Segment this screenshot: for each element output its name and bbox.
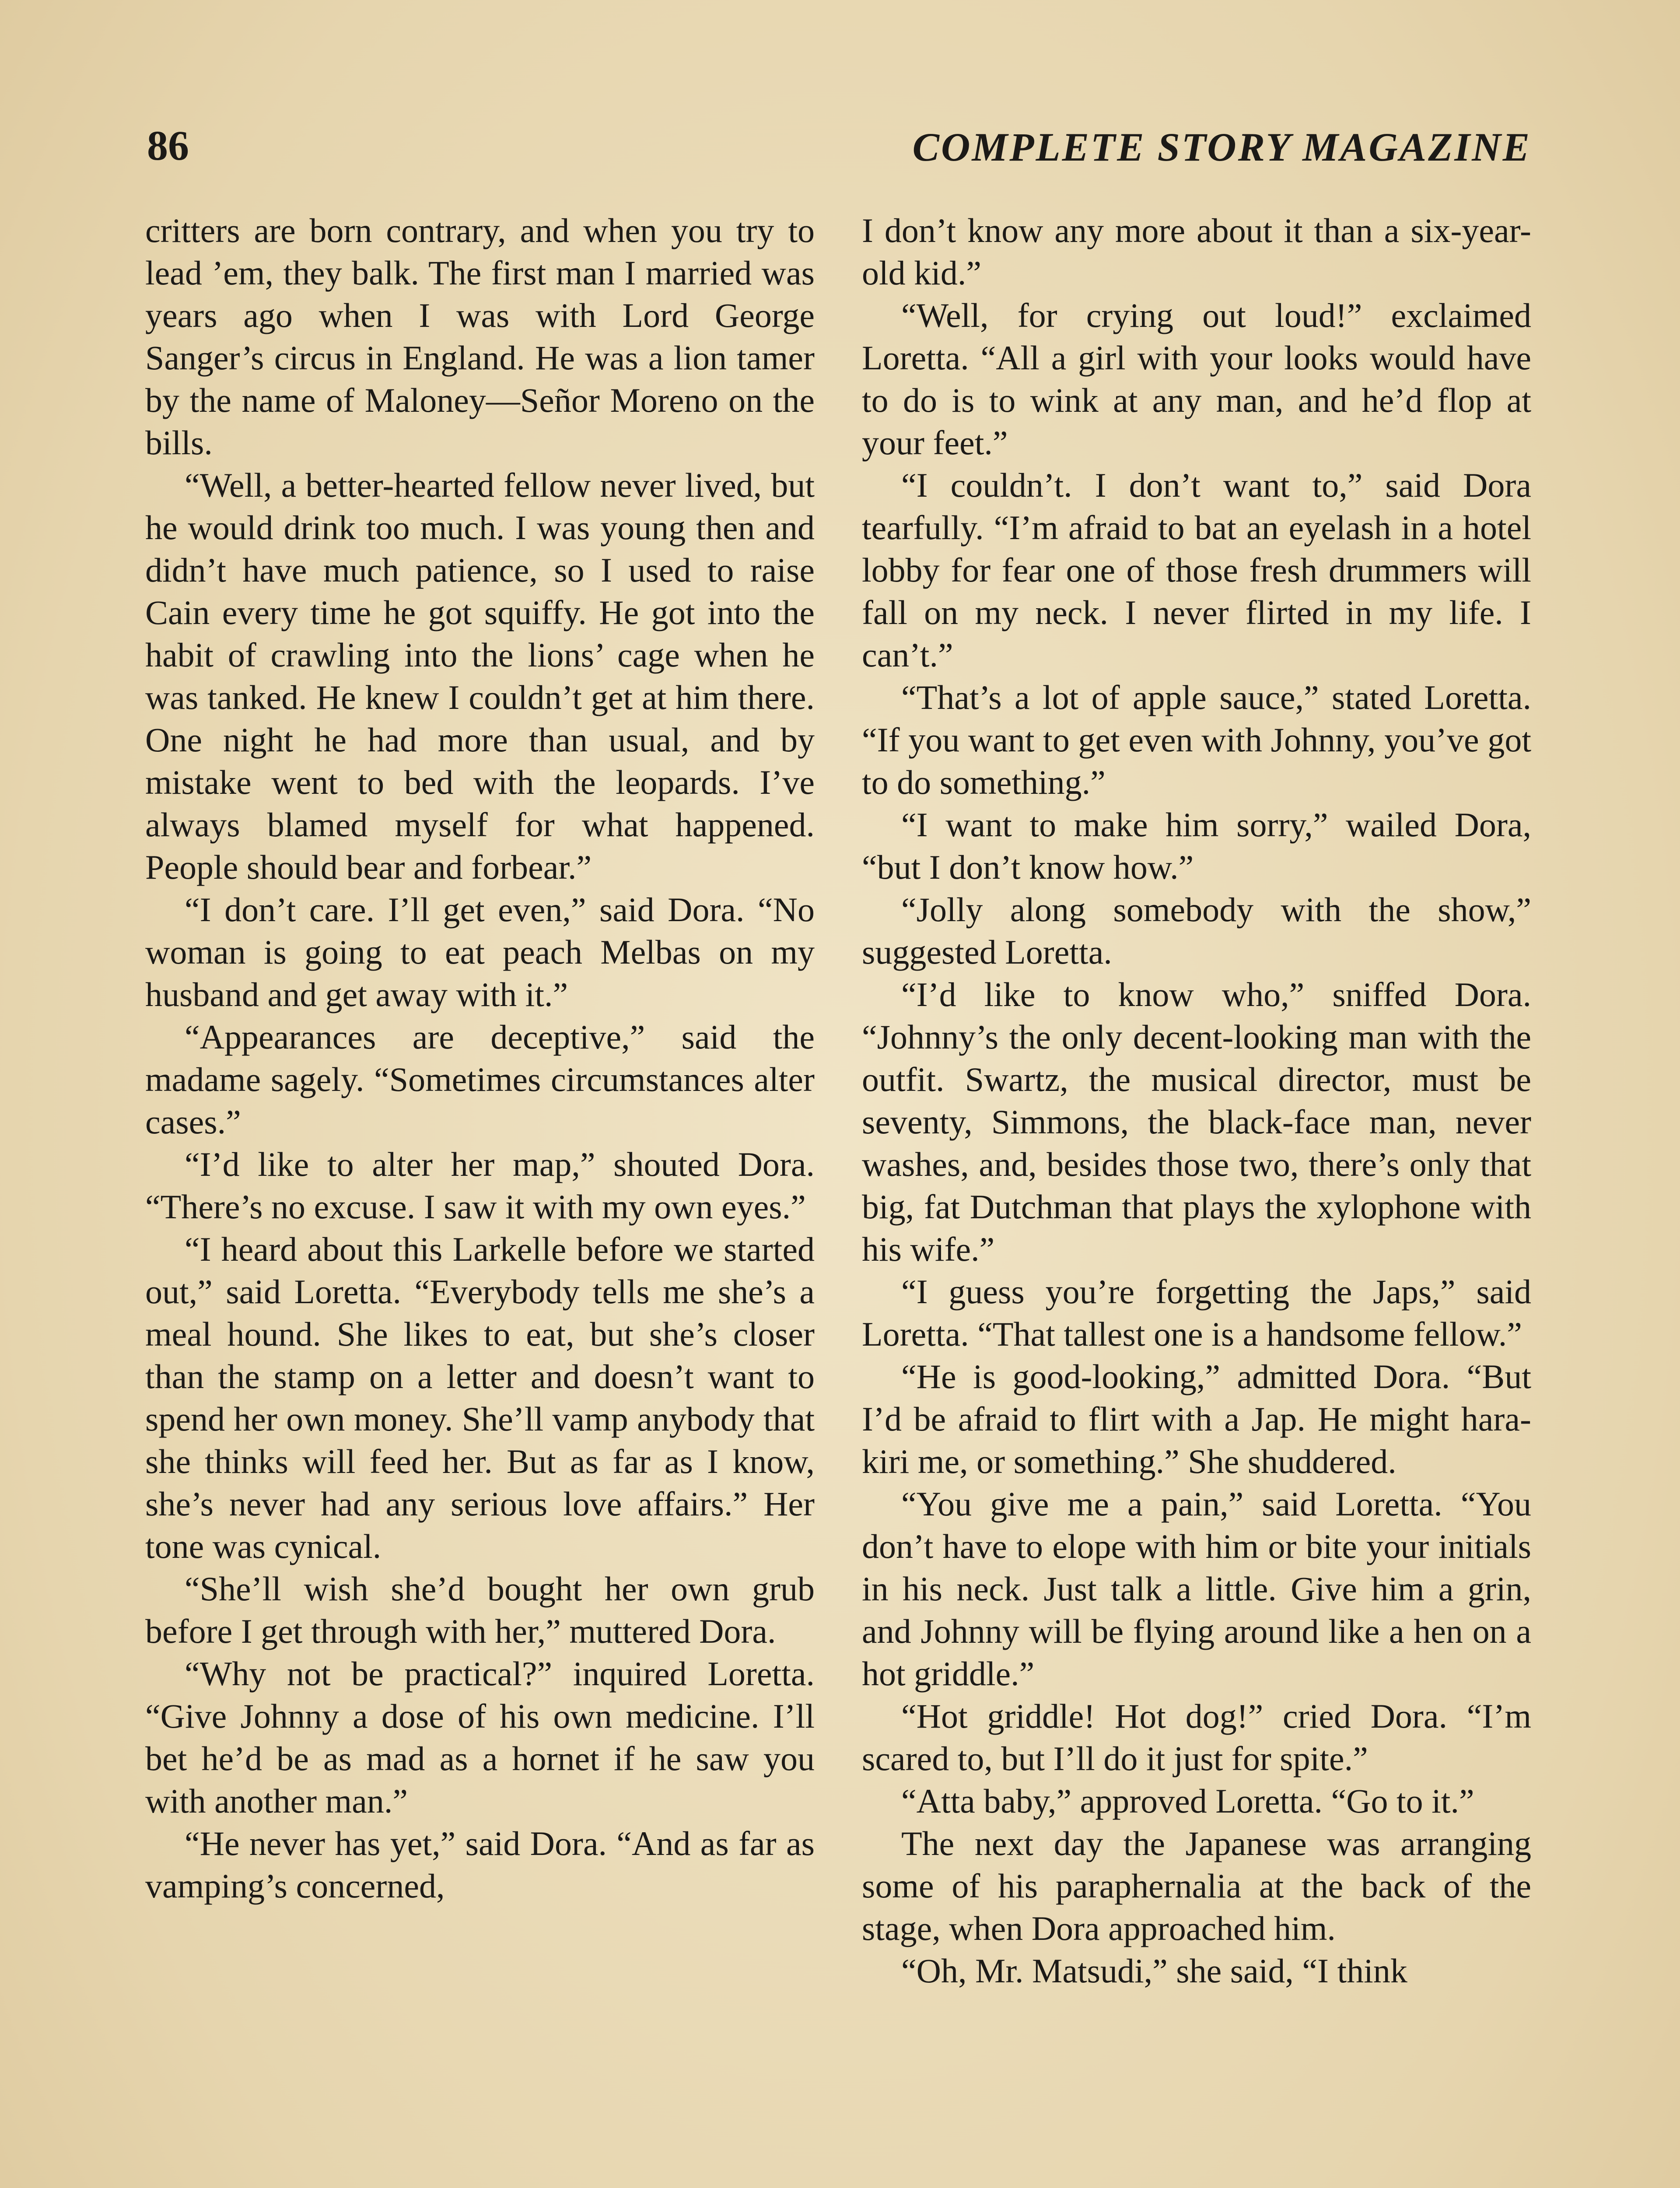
paragraph: “Appearances are deceptive,” said the madame sagely. “Sometimes circumstances alter cases.” <box>145 1018 815 1141</box>
paragraph: “You give me a pain,” said Loretta. “You don’t have to elope with him or bite your initials in his neck. Just talk a little. Give him a grin, and Johnny will be flying around like a hen on a hot griddle.” <box>862 1485 1531 1693</box>
paragraph: “Atta baby,” approved Loretta. “Go to it.” <box>901 1782 1474 1820</box>
paragraph: “I don’t care. I’ll get even,” said Dora. “No woman is going to eat peach Melbas on my husband and get away with it.” <box>145 891 815 1013</box>
paragraph: “I couldn’t. I don’t want to,” said Dora tearfully. “I’m afraid to bat an eyelash in a hotel lobby for fear one of those fresh drummers will fall on my neck. I never flirted in my life. I can’t.” <box>862 466 1531 674</box>
paragraph: “Oh, Mr. Matsudi,” she said, “I think <box>901 1952 1407 1990</box>
page-number: 86 <box>147 122 189 169</box>
paragraph: “I want to make him sorry,” wailed Dora, “but I don’t know how.” <box>862 806 1531 886</box>
paragraph: “He is good-looking,” admitted Dora. “But I’d be afraid to flirt with a Jap. He might hara-kiri me, or something.” She shuddered. <box>862 1357 1531 1480</box>
paragraph: “I guess you’re forgetting the Japs,” said Loretta. “That tallest one is a handsome fellow.” <box>862 1273 1531 1353</box>
paragraph: I don’t know any more about it than a six-year-old kid.” <box>862 211 1531 292</box>
paragraph: “I’d like to alter her map,” shouted Dora. “There’s no excuse. I saw it with my own eyes.” <box>145 1145 815 1226</box>
paragraph: “She’ll wish she’d bought her own grub before I get through with her,” muttered Dora. <box>145 1570 815 1650</box>
paragraph: “I heard about this Larkelle before we started out,” said Loretta. “Everybody tells me she’s a meal hound. She likes to eat, but she’s closer than the stamp on a letter and doesn’t want to spend her own money. She’ll vamp anybody that she thinks will feed her. But as far as I know, she’s never had any serious love affairs.” Her tone was cynical. <box>145 1230 815 1565</box>
paragraph: “That’s a lot of apple sauce,” stated Loretta. “If you want to get even with Johnny, you’ve got to do something.” <box>862 678 1531 801</box>
paragraph: “I’d like to know who,” sniffed Dora. “Johnny’s the only decent-looking man with the outfit. Swartz, the musical director, must be seventy, Simmons, the black-face man, never washes, and, besides those two, there’s only that big, fat Dutchman that plays the xylophone with his wife.” <box>862 975 1531 1268</box>
paragraph: The next day the Japanese was arranging some of his paraphernalia at the back of the stage, when Dora approached him. <box>862 1824 1531 1947</box>
running-head: COMPLETE STORY MAGAZINE <box>912 125 1531 169</box>
paragraph: “Well, a better-hearted fellow never lived, but he would drink too much. I was young then and didn’t have much patience, so I used to raise Cain every time he got squiffy. He got into the habit of crawling into the lions’ cage when he was tanked. He knew I couldn’t get at him there. One night he had more than usual, and by mistake went to bed with the leopards. I’ve always blamed myself for what happened. People should bear and forbear.” <box>145 466 815 886</box>
paragraph: critters are born contrary, and when you try to lead ’em, they balk. The first man I married was years ago when I was with Lord George Sanger’s circus in England. He was a lion tamer by the name of Maloney—Señor Moreno on the bills. <box>145 211 815 462</box>
paragraph: “Jolly along somebody with the show,” suggested Loretta. <box>862 891 1531 971</box>
paragraph: “Hot griddle! Hot dog!” cried Dora. “I’m scared to, but I’ll do it just for spite.” <box>862 1697 1531 1778</box>
paragraph: “Well, for crying out loud!” exclaimed Loretta. “All a girl with your looks would have to do is to wink at any man, and he’d flop at your feet.” <box>862 296 1531 462</box>
right-column <box>862 209 1531 1992</box>
paragraph: “He never has yet,” said Dora. “And as far as vamping’s concerned, <box>145 1824 815 1905</box>
paragraph: “Why not be practical?” inquired Loretta. “Give Johnny a dose of his own medicine. I’ll bet he’d be as mad as a hornet if he saw you with another man.” <box>145 1655 815 1820</box>
left-column <box>145 209 815 1907</box>
